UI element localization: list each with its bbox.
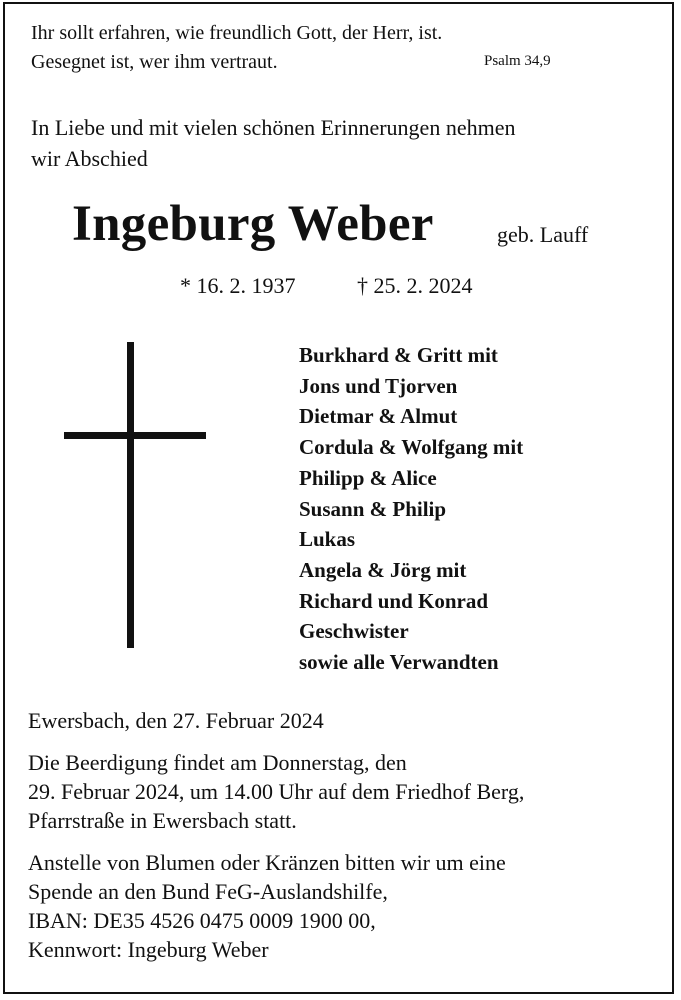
funeral-line-2: 29. Februar 2024, um 14.00 Uhr auf dem Friedhof Berg, — [28, 779, 525, 804]
intro-line-1: In Liebe und mit vielen schönen Erinnerungen nehmen — [31, 115, 516, 140]
verse-reference: Psalm 34,9 — [484, 53, 551, 69]
verse-line-1: Ihr sollt erfahren, wie freundlich Gott, der Herr, ist. — [31, 22, 443, 44]
mourner-entry: Geschwister — [299, 619, 409, 644]
deceased-name: Ingeburg Weber — [72, 196, 434, 252]
mourner-entry: Susann & Philip — [299, 496, 447, 521]
mourner-entry: Dietmar & Almut — [299, 404, 458, 429]
funeral-line-3: Pfarrstraße in Ewersbach statt. — [28, 808, 297, 833]
mourner-entry: Burkhard & Gritt mit — [299, 343, 498, 367]
donation-line-3: IBAN: DE35 4526 0475 0009 1900 00, — [28, 908, 376, 933]
mourner-entry: Jons und Tjorven — [299, 373, 458, 398]
funeral-line-1: Die Beerdigung findet am Donnerstag, den — [28, 750, 407, 775]
birth-date: * 16. 2. 1937 — [180, 273, 296, 298]
mourner-entry: Cordula & Wolfgang mit — [299, 435, 524, 460]
death-date: † 25. 2. 2024 — [357, 273, 473, 298]
verse-line-2: Gesegnet ist, wer ihm vertraut. — [31, 51, 278, 73]
mourner-entry: sowie alle Verwandten — [299, 650, 499, 675]
donation-line-2: Spende an den Bund FeG-Auslandshilfe, — [28, 879, 388, 904]
mourner-entry: Lukas — [299, 527, 356, 552]
mourner-entry: Richard und Konrad — [299, 588, 489, 613]
mourner-entry: Philipp & Alice — [299, 465, 437, 490]
donation-line-1: Anstelle von Blumen oder Kränzen bitten wir um eine — [28, 850, 506, 875]
maiden-name: geb. Lauff — [497, 222, 589, 247]
place-date: Ewersbach, den 27. Februar 2024 — [28, 708, 324, 733]
funeral-info — [28, 748, 524, 835]
mourners-list — [299, 340, 523, 678]
donation-line-4: Kennwort: Ingeburg Weber — [28, 937, 269, 962]
intro-line-2: wir Abschied — [31, 146, 148, 171]
donation-info — [28, 848, 506, 964]
mourner-entry: Angela & Jörg mit — [299, 557, 467, 582]
